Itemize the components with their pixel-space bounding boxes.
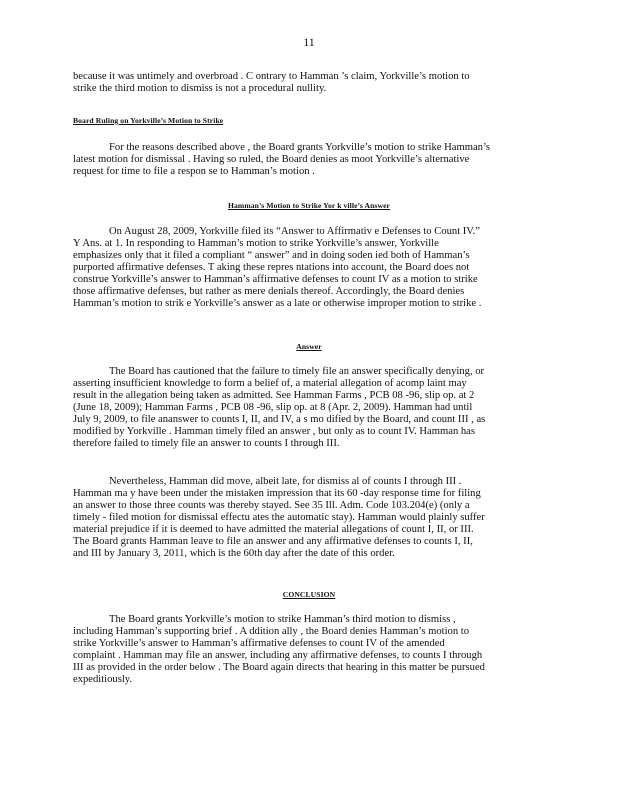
text-line: therefore failed to timely file an answer to counts I through III. [73, 438, 340, 449]
text-line: those affirmative defenses, but rather as mere denials thereof. Accordingly, the Board denies [73, 286, 465, 297]
text-line: On August 28, 2009, Yorkville filed its “Answer to Affirmativ e Defenses to Count IV.” [109, 226, 480, 237]
text-line: purported affirmative defenses. T aking these repres ntations into account, the Board does not [73, 262, 470, 273]
text-line: The Board grants Hamman leave to file an answer and any affirmative defenses to counts I, II, [73, 536, 473, 547]
heading-hammans-motion-to-strike: Hamman’s Motion to Strike Yor k ville’s Answer [227, 201, 391, 210]
text-line: complaint . Hamman may file an answer, including any affirmative defenses, to counts I through [73, 650, 483, 661]
text-line: because it was untimely and overbroad . C ontrary to Hamman ’s claim, Yorkville’s motion to [73, 71, 470, 82]
text-line: expeditiously. [73, 674, 133, 685]
paragraph-failure-to-answer [73, 366, 535, 450]
paragraph-conclusion [73, 614, 535, 686]
text-line: result in the allegation being taken as admitted. See Hamman Farms , PCB 08 -96, slip op. at 2 [73, 390, 475, 401]
text-line: July 9, 2009, to file ananswer to counts I, II, and IV, a s mo dified by the Board, and count III , as [73, 414, 486, 425]
text-line: modified by Yorkville . Hamman timely filed an answer , but only as to count IV. Hamman has [73, 426, 476, 437]
paragraph-motion-not-nullity [73, 71, 535, 95]
text-line: strike the third motion to dismiss is not a procedural nullity. [73, 83, 327, 94]
text-line: Hamman’s motion to strik e Yorkville’s answer as a late or otherwise improper motion to strike . [73, 298, 482, 309]
heading-board-ruling: Board Ruling on Yorkville’s Motion to Strike [73, 116, 224, 125]
heading-conclusion: CONCLUSION [282, 590, 336, 599]
text-line: Hamman ma y have been under the mistaken impression that its 60 -day response time for filing [73, 488, 481, 499]
text-line: material prejudice if it is deemed to have admitted the material allegations of count I, II, or III. [73, 524, 474, 535]
text-line: III as provided in the order below . The Board again directs that hearing in this matter be pursued [73, 662, 485, 673]
text-line: latest motion for dismissal . Having so ruled, the Board denies as moot Yorkville’s alternative [73, 154, 470, 165]
text-line: strike Yorkville’s answer to Hamman’s affirmative defenses to count IV of the amended [73, 638, 445, 649]
text-line: The Board grants Yorkville’s motion to strike Hamman’s third motion to dismiss , [109, 614, 456, 625]
text-line: (June 18, 2009); Hamman Farms , PCB 08 -96, slip op. at 8 (Apr. 2, 2009). Hamman had until [73, 402, 473, 413]
text-line: including Hamman’s supporting brief . A ddition ally , the Board denies Hamman’s motion to [73, 626, 470, 637]
paragraph-nevertheless [73, 476, 535, 560]
text-line: timely - filed motion for dismissal effectu ates the automatic stay). Hamman would plainly suffer [73, 512, 485, 523]
text-line: and III by January 3, 2011, which is the 60th day after the date of this order. [73, 548, 395, 559]
text-line: an answer to those three counts was thereby stayed. See 35 Ill. Adm. Code 103.204(e) (only a [73, 500, 470, 511]
paragraph-board-grants [73, 142, 535, 178]
heading-answer: Answer [296, 342, 322, 351]
text-line: emphasizes only that it filed a compliant “ answer” and in doing soden ied both of Hamman’s [73, 250, 470, 261]
text-line: request for time to file a respon se to Hamman’s motion . [73, 166, 315, 177]
text-line: Y Ans. at 1. In responding to Hamman’s motion to strike Yorkville’s answer, Yorkville [73, 238, 439, 249]
text-line: Nevertheless, Hamman did move, albeit late, for dismiss al of counts I through III . [109, 476, 462, 487]
text-line: The Board has cautioned that the failure to timely file an answer specifically denying, or [109, 366, 485, 377]
page-number: 11 [303, 35, 315, 49]
text-line: construe Yorkville’s answer to Hamman’s affirmative defenses to count IV as a motion to strike [73, 274, 478, 285]
text-line: For the reasons described above , the Board grants Yorkville’s motion to strike Hamman’s [109, 142, 491, 153]
paragraph-yorkville-answer [73, 226, 535, 310]
text-line: asserting insufficient knowledge to form a belief of, a material allegation of acomp laint may [73, 378, 467, 389]
